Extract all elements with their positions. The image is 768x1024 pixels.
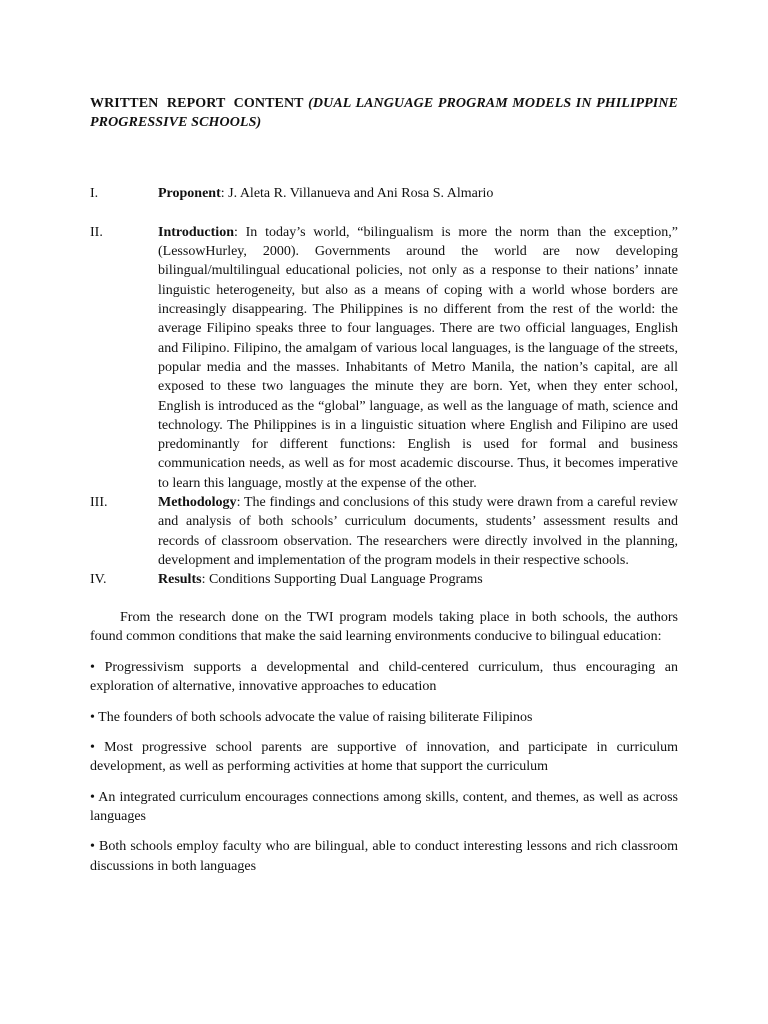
section-heading: Results [158, 572, 202, 588]
section-body [158, 493, 678, 570]
section-text: : Conditions Supporting Dual Language Programs [201, 572, 483, 588]
section-numeral: III. [90, 495, 108, 511]
section-body [158, 184, 678, 203]
list-item: • The founders of both schools advocate the value of raising biliterate Filipinos [90, 709, 533, 725]
section-text: : The findings and conclusions of this study were drawn from a careful review and analysis of both schools’ curriculum documents, students’ assessment results and records of classroom observation. The researchers were directly involved in the planning, development and implementation of the program models in their respective schools. [158, 495, 678, 568]
list-item: • Both schools employ faculty who are bilingual, able to conduct interesting lessons and rich classroom discussions in both languages [90, 839, 678, 874]
results-paragraph: From the research done on the TWI program models taking place in both schools, the authors found common conditions that make the said learning environments conducive to bilingual education: [90, 609, 678, 644]
section-text: : J. Aleta R. Villanueva and Ani Rosa S. Almario [220, 185, 494, 201]
section-numeral: I. [90, 185, 99, 201]
section-methodology [90, 493, 678, 570]
section-numeral: II. [90, 224, 103, 240]
section-heading: Methodology [158, 495, 237, 511]
section-numeral: IV. [90, 572, 107, 588]
section-heading: Introduction [158, 224, 234, 240]
section-results [90, 570, 678, 589]
document-title [90, 94, 678, 133]
section-heading: Proponent [158, 185, 221, 201]
conditions-list [90, 658, 678, 876]
title-italic: (DUAL LANGUAGE PROGRAM MODELS IN PHILIPPINE PROGRESSIVE SCHOOLS) [90, 96, 678, 131]
list-item: • Progressivism supports a developmental and child-centered curriculum, thus encouraging an exploration of alternative, innovative approaches to education [90, 660, 678, 695]
section-body [158, 223, 678, 493]
section-proponent [90, 184, 678, 203]
title-regular: WRITTEN REPORT CONTENT [90, 96, 304, 111]
section-body [158, 570, 678, 589]
section-text: : In today’s world, “bilingualism is more the norm than the exception,” (LessowHurley, 2000). Governments around the world are now developing bilingual/multilingual educational policies, not only as a response to their nations’ innate linguistic heterogeneity, but also as a means of coping with a world whose borders are increasingly disappearing. The Philippines is no different from the rest of the world: the average Filipino speaks three to four languages. There are two official languages, English and Filipino. Filipino, the amalgam of various local languages, is the language of the streets, popular media and the masses. Inhabitants of Metro Manila, the nation’s capital, are all exposed to these two languages the minute they are born. Yet, when they enter school, English is introduced as the “global” language, as well as the language of math, science and technology. The Philippines is in a linguistic situation where English and Filipino are used predominantly for different functions: English is used for formal and business communication needs, as well as for most academic discourse. Thus, it becomes imperative to learn this language, mostly at the expense of the other. [158, 224, 678, 491]
section-introduction [90, 223, 678, 493]
list-item: • An integrated curriculum encourages connections among skills, content, and themes, as well as across languages [90, 789, 678, 824]
list-item: • Most progressive school parents are supportive of innovation, and participate in curriculum development, as well as performing activities at home that support the curriculum [90, 740, 678, 775]
